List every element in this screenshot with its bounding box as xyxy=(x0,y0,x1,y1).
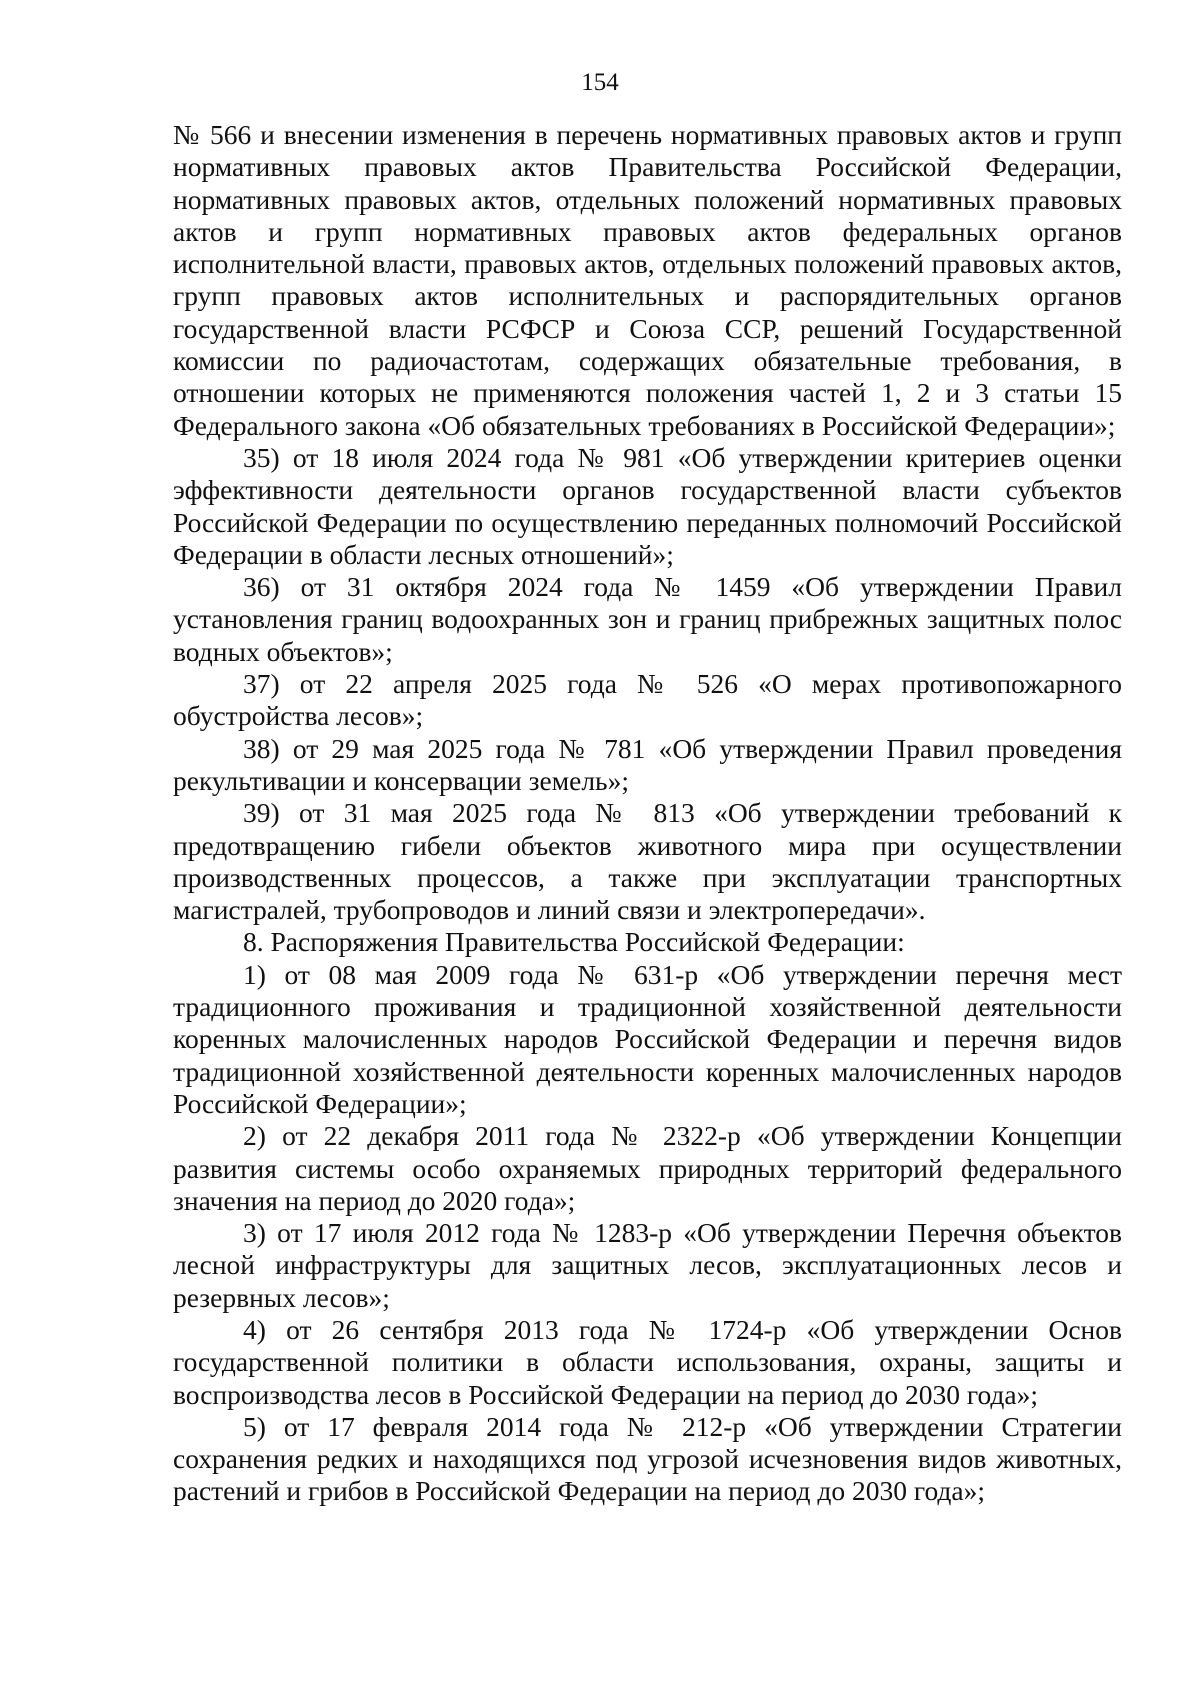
paragraph-order-3: 3) от 17 июля 2012 года № 1283-р «Об утверждении Перечня объектов лесной инфраструктуры для защитных лесов, эксплуатационных лесов и резервных лесов»; xyxy=(173,1217,1122,1313)
paragraph-order-4: 4) от 26 сентября 2013 года № 1724-р «Об утверждении Основ государственной политики в области использования, охраны, защиты и воспроизводства лесов в Российской Федерации на период до 2030 года»; xyxy=(173,1313,1122,1410)
paragraph-order-1: 1) от 08 мая 2009 года № 631-р «Об утверждении перечня мест традиционного проживания и традиционной хозяйственной деятельности коренных малочисленных народов Российской Федерации и перечня видов традиционной хозяйственной деятельности коренных малочисленных народов Российской Федерации»; xyxy=(173,958,1122,1119)
section-heading-8: 8. Распоряжения Правительства Российской Федерации: xyxy=(243,926,905,958)
document-body xyxy=(173,119,1122,1508)
paragraph-item-38: 38) от 29 мая 2025 года № 781 «Об утверждении Правил проведения рекультивации и консервации земель»; xyxy=(173,732,1122,796)
paragraph-item-36: 36) от 31 октября 2024 года № 1459 «Об утверждении Правил установления границ водоохранных зон и границ прибрежных защитных полос водных объектов»; xyxy=(173,571,1122,667)
paragraph-continuation: № 566 и внесении изменения в перечень нормативных правовых актов и групп нормативных правовых актов Правительства Российской Федерации, нормативных правовых актов, отдельных положений нормативных правовых актов и групп нормативных правовых актов федеральных органов исполнительной власти, правовых актов, отдельных положений правовых актов, групп правовых актов исполнительных и распорядительных органов государственной власти РСФСР и Союза ССР, решений Государственной комиссии по радиочастотам, содержащих обязательные требования, в отношении которых не применяются положения частей 1, 2 и 3 статьи 15 Федерального закона «Об обязательных требованиях в Российской Федерации»; xyxy=(173,119,1122,441)
paragraph-order-5: 5) от 17 февраля 2014 года № 212-р «Об утверждении Стратегии сохранения редких и находящихся под угрозой исчезновения видов животных, растений и грибов в Российской Федерации на период до 2030 года»; xyxy=(173,1410,1122,1507)
paragraph-item-35: 35) от 18 июля 2024 года № 981 «Об утверждении критериев оценки эффективности деятельности органов государственной власти субъектов Российской Федерации по осуществлению переданных полномочий Российской Федерации в области лесных отношений»; xyxy=(173,441,1122,570)
paragraph-item-39: 39) от 31 мая 2025 года № 813 «Об утверждении требований к предотвращению гибели объектов животного мира при осуществлении производственных процессов, а также при эксплуатации транспортных магистралей, трубопроводов и линий связи и электропередачи». xyxy=(173,797,1122,926)
paragraph-item-37: 37) от 22 апреля 2025 года № 526 «О мерах противопожарного обустройства лесов»; xyxy=(173,668,1122,732)
paragraph-order-2: 2) от 22 декабря 2011 года № 2322-р «Об утверждении Концепции развития системы особо охраняемых природных территорий федерального значения на период до 2020 года»; xyxy=(173,1120,1122,1216)
page-number: 154 xyxy=(581,69,619,96)
